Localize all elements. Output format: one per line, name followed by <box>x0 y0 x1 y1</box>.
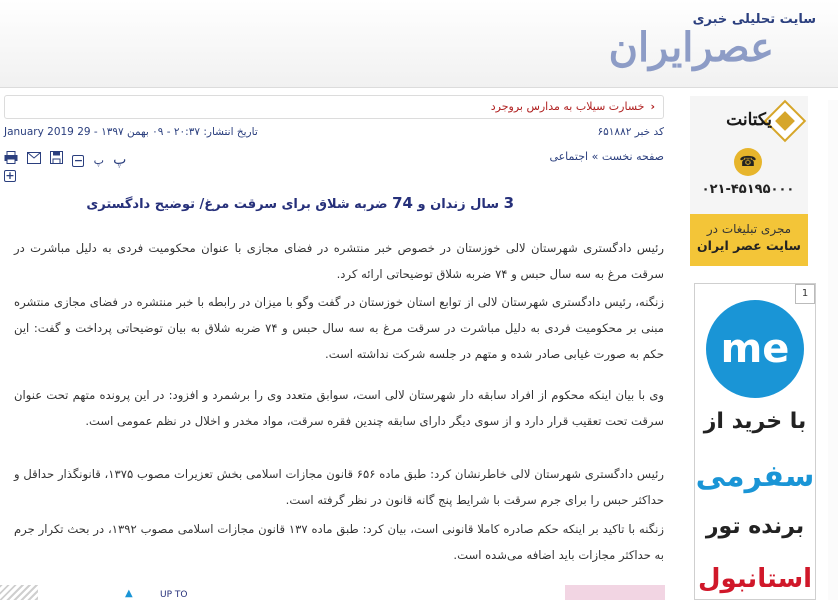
article-toolbar <box>4 151 134 182</box>
font-increase-button[interactable]: + <box>5 168 15 182</box>
headline-number-2: 74 <box>392 194 413 212</box>
save-icon[interactable] <box>50 151 63 168</box>
ad-text-line3: برنده تور <box>705 514 805 539</box>
publish-date: تاریخ انتشار: ۲۰:۳۷ - ۰۹ بهمن ۱۳۹۷ - 29 January 2019 <box>4 126 258 138</box>
footer-thumbnail[interactable] <box>565 585 665 600</box>
breadcrumb-home[interactable]: صفحه نخست <box>601 150 664 163</box>
article-paragraph-lead: رئیس دادگستری شهرستان لالی خوزستان در خصوص خبر منتشره در فضای مجازی با عنوان محکومیت فردی به دلیل مباشرت در سرقت مرغ به سه سال حبس و ۷۴ ضربه شلاق توضیحاتی ارائه کرد. <box>14 241 664 281</box>
ad-text-line1: با خرید از <box>703 409 807 434</box>
email-icon[interactable] <box>27 152 41 168</box>
ad-cta[interactable] <box>690 214 808 266</box>
chevron-left-icon: ‹ <box>650 100 655 113</box>
main-column <box>4 95 664 600</box>
yektanet-ad[interactable] <box>690 96 808 266</box>
decorative-pattern <box>0 585 38 600</box>
headline-text-a: سال زندان و <box>413 197 504 212</box>
site-subtitle: سایت تحلیلی خبری <box>692 12 816 27</box>
ad-text-brand: سفرمی <box>695 459 815 494</box>
safarme-banner-ad[interactable] <box>694 283 816 600</box>
print-icon[interactable] <box>4 151 18 168</box>
footer-ad-text[interactable]: UP TO <box>160 590 188 600</box>
site-header <box>0 0 838 88</box>
breadcrumb-section[interactable]: اجتماعی <box>549 150 589 163</box>
ad-badge: 1 <box>795 284 815 304</box>
article-paragraph: زنگنه، رئیس دادگستری شهرستان لالی از توابع استان خوزستان در گفت وگو با میزان در رابطه با خبر منتشره در فضای مجازی منتشره مبنی بر محکومیت فردی به دلیل مباشرت در سرقت مرغ به سه سال حبس و ۷۴ ضربه شلاق به بیان توضیحاتی پرداخت و گفت: این حکم به صورت غیابی صادر شده و متهم در جلسه شرکت نداشته است. <box>14 295 664 361</box>
ad-cta-line1: مجری تبلیغات در <box>706 222 792 236</box>
article-meta <box>4 126 664 142</box>
footer-ad-logo-icon: ▲ <box>125 588 133 599</box>
ad-brand-row <box>690 102 808 146</box>
phone-icon: ☎ <box>734 148 762 176</box>
ad-phone-number: ۰۲۱-۴۵۱۹۵۰۰۰ <box>701 182 795 197</box>
site-name: عصرایران <box>608 24 774 71</box>
news-ticker[interactable] <box>4 95 664 119</box>
article-paragraph: زنگنه با تاکید بر اینکه حکم صادره کاملا قانونی است، بیان کرد: طبق ماده ۱۳۷ قانون مجازات اسلامی مصوب ۱۳۹۲، در بحث تکرار جرم به حداکثر مجازات باید اضافه می‌شده است. <box>14 522 664 562</box>
font-decrease-button[interactable]: − <box>73 153 84 167</box>
font-large-button[interactable]: پ <box>113 152 127 168</box>
article-headline <box>86 194 514 212</box>
headline-number-1: 3 <box>503 194 514 212</box>
breadcrumb-separator: » <box>591 150 599 163</box>
article-paragraph: رئیس دادگستری شهرستان لالی خاطرنشان کرد: طبق ماده ۶۵۶ قانون مجازات اسلامی بخش تعزیرات مصوب ۱۳۷۵، قانونگذار حداقل و حداکثر حبس را برای جرم سرقت با شرایط پنج گانه قانون در نظر گرفته است. <box>14 467 664 507</box>
site-logo[interactable] <box>596 6 816 82</box>
ticker-link[interactable]: خسارت سیلاب به مدارس بروجرد <box>490 100 645 113</box>
breadcrumb <box>549 150 664 163</box>
safarme-logo: me <box>706 300 804 398</box>
news-id: کد خبر ۶۵۱۸۸۲ <box>597 126 664 138</box>
ad-text-destination: استانبول <box>697 564 813 594</box>
font-small-button[interactable]: پ <box>93 154 104 167</box>
headline-text-b: ضربه شلاق برای سرقت مرغ/ توضیح دادگستری <box>86 197 393 212</box>
ad-cta-line2: سایت عصر ایران <box>697 238 801 253</box>
page-edge <box>828 100 838 600</box>
ad-brand-name: یکتانت <box>726 110 772 130</box>
article-paragraph: وی با بیان اینکه محکوم از افراد سابقه دار شهرستان لالی است، سوابق متعدد وی را برشمرد و افزود: در این پرونده متهم تحت عنوان سرقت تحت تعقیب قرار دارد و از سوی دیگر دارای سابقه چندین فقره سرقت، مواد مخدر و اخلال در نظم عمومی است. <box>14 388 664 428</box>
